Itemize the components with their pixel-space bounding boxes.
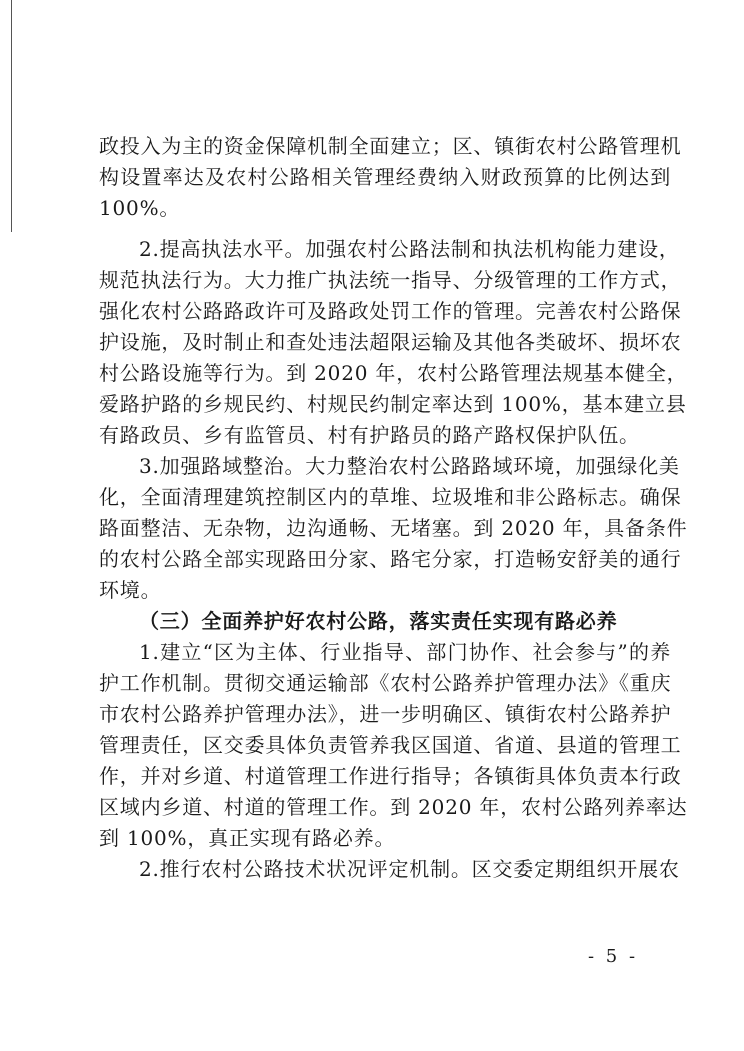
text-line: 护设施，及时制止和查处违法超限运输及其他各类破坏、损坏农 (99, 330, 682, 354)
text-line: 村公路设施等行为。到 2020 年，农村公路管理法规基本健全， (99, 361, 688, 385)
binding-line (11, 0, 12, 232)
text-line: 规范执法行为。大力推广执法统一指导、分级管理的工作方式， (99, 268, 682, 292)
text-line: 2.推行农村公路技术状况评定机制。区交委定期组织开展农 (139, 857, 680, 881)
text-line: 有路政员、乡有监管员、村有护路员的路产路权保护队伍。 (99, 423, 640, 447)
paragraph-technical-evaluation (99, 854, 680, 885)
section-heading-text: （三）全面养护好农村公路，落实责任实现有路必养 (139, 609, 618, 633)
text-line: 1.建立“区为主体、行业指导、部门协作、社会参与”的养 (139, 640, 671, 664)
text-line: 构设置率达及农村公路相关管理经费纳入财政预算的比例达到 (99, 165, 671, 189)
paragraph-law-enforcement (99, 234, 688, 451)
text-line: 3.加强路域整治。大力整治农村公路路域环境，加强绿化美 (139, 454, 680, 478)
paragraph-roadside-rectification (99, 451, 688, 606)
text-line: 环境。 (99, 578, 162, 602)
text-line: 到 100%，真正实现有路必养。 (99, 826, 396, 850)
paragraph-funding-continued (99, 131, 682, 224)
document-body (99, 131, 688, 885)
text-line: 爱路护路的乡规民约、村规民约制定率达到 100%，基本建立县 (99, 392, 687, 416)
text-line: 市农村公路养护管理办法》，进一步明确区、镇街农村公路养护 (99, 702, 672, 726)
text-line: 政投入为主的资金保障机制全面建立；区、镇街农村公路管理机 (99, 134, 682, 158)
paragraph-maintenance-mechanism (99, 637, 688, 854)
text-line: 护工作机制。贯彻交通运输部《农村公路养护管理办法》《重庆 (99, 671, 672, 695)
text-line: 化，全面清理建筑控制区内的草堆、垃圾堆和非公路标志。确保 (99, 485, 682, 509)
text-line: 的农村公路全部实现路田分家、路宅分家，打造畅安舒美的通行 (99, 547, 682, 571)
text-line: 2.提高执法水平。加强农村公路法制和执法机构能力建设， (139, 237, 680, 261)
section-heading (99, 606, 671, 637)
page-number: - 5 - (588, 946, 639, 967)
text-line: 管理责任，区交委具体负责管养我区国道、省道、县道的管理工 (99, 733, 682, 757)
text-line: 作，并对乡道、村道管理工作进行指导；各镇街具体负责本行政 (99, 764, 682, 788)
text-line: 区域内乡道、村道的管理工作。到 2020 年，农村公路列养率达 (99, 795, 688, 819)
text-line: 强化农村公路路政许可及路政处罚工作的管理。完善农村公路保 (99, 299, 682, 323)
text-line: 100%。 (99, 196, 181, 220)
text-line: 路面整洁、无杂物，边沟通畅、无堵塞。到 2020 年，具备条件 (99, 516, 688, 540)
